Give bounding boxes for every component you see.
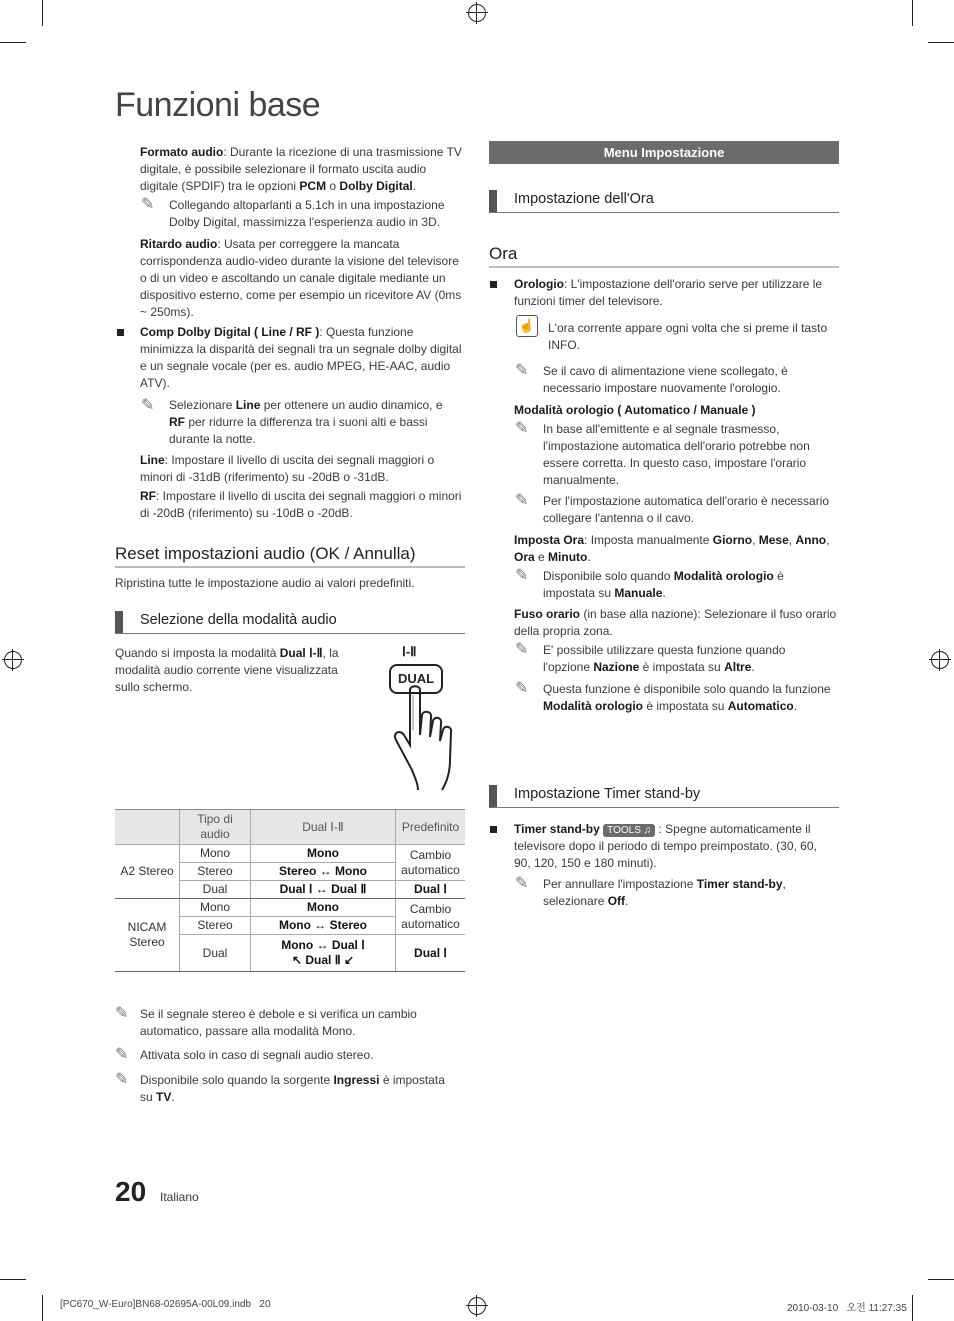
registration-mark-icon (4, 651, 22, 669)
note-line-rf (169, 397, 459, 448)
crop-mark (42, 0, 43, 26)
bullet-square (490, 281, 497, 288)
tv-label: TV (156, 1090, 172, 1104)
table-cell: Mono (251, 899, 396, 917)
footnote-3 (140, 1072, 460, 1106)
note-text: è impostata su (543, 569, 784, 600)
imposta-text: : Imposta manualmente (584, 533, 713, 547)
timer-heading: Impostazione Timer stand-by (514, 786, 701, 802)
fn-text: è impostata su (140, 1073, 445, 1104)
period: . (412, 179, 417, 193)
section-bar (489, 190, 497, 212)
crop-mark (42, 1295, 43, 1321)
note-text: è impostata su (639, 660, 725, 674)
timer-note (543, 876, 833, 910)
timer-paragraph (514, 821, 834, 872)
sep: e (534, 550, 549, 564)
crop-mark (0, 42, 26, 43)
pencil-note-icon: ✎ (115, 1071, 129, 1088)
fuso-label: Fuso orario (514, 607, 581, 621)
footer-file: [PC670_W-Euro]BN68-02695A-00L09.indb 20 (60, 1299, 271, 1310)
sep: , (788, 533, 796, 547)
info-note: L'ora corrente appare ogni volta che si preme il tasto INFO. (548, 321, 828, 352)
imposta-ora-paragraph (514, 532, 839, 566)
registration-mark-icon (931, 651, 949, 669)
registration-mark-icon (468, 4, 486, 22)
orologio-paragraph (514, 276, 834, 310)
pencil-note-icon: ✎ (515, 875, 529, 892)
note-text: per ottenere un audio dinamico, e (260, 398, 443, 412)
rf-paragraph (140, 488, 466, 522)
reset-text: Ripristina tutte le impostazione audio ai valori predefiniti. (115, 576, 415, 590)
fuso-text: (in base alla nazione): Selezionare il fuso orario della propria zona. (514, 607, 837, 638)
bullet-square (117, 329, 124, 336)
table-cell: Mono (180, 845, 251, 863)
dual-button: DUAL (389, 664, 443, 694)
modalita-label: Modalità orologio ( Automatico / Manuale ) (514, 403, 756, 417)
note-text: Selezionare (169, 398, 236, 412)
imposta-label: Imposta Ora (514, 533, 585, 547)
period: . (662, 586, 666, 600)
ritardo-label: Ritardo audio (140, 237, 218, 251)
tools-label: TOOLS (607, 825, 641, 836)
orologio-text: : L'impostazione dell'orario serve per utilizzare le funzioni timer del televisore. (514, 277, 823, 308)
fuso-note-1 (543, 642, 833, 676)
fn-text: Disponibile solo quando la sorgente (140, 1073, 334, 1087)
bullet-square (490, 826, 497, 833)
rf-label: RF (140, 489, 156, 503)
table-cell: Dual Ⅰ ↔ Dual Ⅱ (251, 881, 396, 899)
comp-text: : Questa funzione minimizza la disparità dei segnali tra un segnale dolby digital e un segnale vocale (per es. audio MPEG, HE-AAC, audio ATV). (140, 325, 462, 390)
nazione: Nazione (593, 660, 640, 674)
ritardo-audio-paragraph (140, 236, 466, 321)
ora: Ora (514, 550, 535, 564)
note-text: è impostata su (643, 699, 728, 713)
table-cell (251, 935, 396, 972)
formato-text: : Durante la ricezione di una trasmissione TV digitale, è possibile selezionare il formato uscita audio digitale (SPDIF) tra le opzioni (140, 145, 462, 193)
table-cell: Mono (180, 899, 251, 917)
table-cell: Stereo (180, 917, 251, 935)
crop-mark (912, 1295, 913, 1321)
table-cell: A2 Stereo (115, 845, 180, 899)
line-label: Line (140, 453, 165, 467)
sel-text: , la modalità audio corrente viene visualizzata sullo schermo. (115, 646, 339, 694)
pencil-note-icon: ✎ (115, 1005, 129, 1022)
table-cell: Dual Ⅰ (396, 881, 466, 899)
period: . (587, 550, 591, 564)
pencil-note-icon: ✎ (141, 196, 155, 213)
automatico: Automatico (727, 699, 794, 713)
sel-text: Quando si imposta la modalità (115, 646, 280, 660)
registration-mark-icon (468, 1297, 486, 1315)
pencil-note-icon: ✎ (115, 1046, 129, 1063)
cell-line: ↖ Dual Ⅱ ↙ (291, 953, 355, 967)
dual-label: Dual Ⅰ-Ⅱ (279, 646, 323, 660)
mese: Mese (758, 533, 789, 547)
anno: Anno (795, 533, 827, 547)
sep: , (752, 533, 759, 547)
section-rule (489, 807, 839, 808)
crop-mark (912, 0, 913, 26)
modalita-orologio: Modalità orologio (543, 699, 643, 713)
table-cell: Dual Ⅰ (396, 935, 466, 972)
page-number: 20 (115, 1176, 147, 1207)
selezione-heading: Selezione della modalità audio (140, 612, 337, 628)
period: . (793, 699, 798, 713)
line-option: Line (235, 398, 261, 412)
pencil-note-icon: ✎ (515, 680, 529, 697)
fuso-paragraph (514, 606, 839, 640)
ritardo-text: : Usata per correggere la mancata corrispondenza audio-video durante la visione del televisore o di un video e ascoltando un canale digitale mediante un dispositivo esterno, come per esempio un ricevitore AV (0ms ~ 250ms). (140, 237, 462, 319)
note-text: Disponibile solo quando (543, 569, 674, 583)
pencil-note-icon: ✎ (515, 362, 529, 379)
reset-heading: Reset impostazioni audio (OK / Annulla) (115, 544, 416, 563)
menu-bar: Menu Impostazione (489, 141, 839, 164)
disp-note (543, 568, 833, 602)
table-cell: Stereo ↔ Mono (251, 863, 396, 881)
pencil-note-icon: ✎ (141, 397, 155, 414)
pencil-note-icon: ✎ (515, 492, 529, 509)
timer-text: : Spegne automaticamente il televisore dopo il periodo di tempo preimpostato. (30, 60, 90, 120, 150 e 180 minuti). (514, 822, 817, 870)
modalita-orologio: Modalità orologio (673, 569, 774, 583)
table-cell: Cambio automatico (396, 845, 466, 881)
giorno: Giorno (712, 533, 753, 547)
footnote-2: Attivata solo in caso di segnali audio stereo. (140, 1048, 374, 1062)
connector: o (326, 179, 340, 193)
page-language: Italiano (160, 1190, 199, 1204)
table-cell: Dual (180, 935, 251, 972)
note-text: per ridurre la differenza tra i suoni alti e bassi durante la notte. (169, 415, 428, 446)
table-header: Predefinito (396, 810, 466, 845)
formato-label: Formato audio (140, 145, 224, 159)
line-paragraph (140, 452, 466, 486)
heading-rule (115, 566, 465, 568)
table-cell: NICAM Stereo (115, 899, 180, 972)
note-dolby: Collegando altoparlanti a 5.1ch in una impostazione Dolby Digital, massimizza l'esperienza audio in 3D. (169, 198, 445, 229)
crop-mark (0, 1279, 26, 1280)
remote-label: Ⅰ-Ⅱ (402, 644, 417, 659)
pencil-note-icon: ✎ (515, 420, 529, 437)
period: . (171, 1090, 175, 1104)
audio-mode-table (115, 809, 465, 972)
comp-dolby-paragraph (140, 324, 466, 392)
section-rule (115, 633, 465, 634)
table-header (115, 810, 180, 845)
remote-hand-icon (380, 640, 470, 792)
note-text: Questa funzione è disponibile solo quando la funzione (543, 682, 831, 696)
tools-button-icon: TOOLS ♫ (603, 824, 655, 837)
selezione-text (115, 645, 360, 696)
timer-standby: Timer stand-by (696, 877, 783, 891)
mod-note-2: Per l'impostazione automatica dell'orario è necessario collegare l'antenna o il cavo. (543, 494, 830, 525)
sep: , (826, 533, 830, 547)
comp-label: Comp Dolby Digital ( Line / RF ) (140, 325, 320, 339)
crop-mark (928, 42, 954, 43)
period: . (751, 660, 755, 674)
hand-note-icon: ☝ (516, 315, 538, 337)
table-cell: Cambio automatico (396, 899, 466, 935)
cavo-note: Se il cavo di alimentazione viene scollegato, è necessario impostare nuovamente l'orologio. (543, 364, 788, 395)
note-text: E' possibile utilizzare questa funzione quando l'opzione (543, 643, 786, 674)
altre: Altre (724, 660, 752, 674)
off-option: Off (607, 894, 626, 908)
minuto: Minuto (548, 550, 588, 564)
timer-label: Timer stand-by (514, 822, 600, 836)
table-cell: Mono ↔ Stereo (251, 917, 396, 935)
ora-heading: Ora (489, 244, 518, 263)
period: . (625, 894, 629, 908)
line-text: : Impostare il livello di uscita dei segnali maggiori o minori di -31dB (riferimento) su -20dB o -31dB. (140, 453, 435, 484)
manuale: Manuale (614, 586, 663, 600)
crop-mark (928, 1279, 954, 1280)
table-header: Tipo di audio (180, 810, 251, 845)
table-cell: Mono (251, 845, 396, 863)
note-text: , selezionare (543, 877, 786, 908)
pencil-note-icon: ✎ (515, 641, 529, 658)
section-bar (115, 611, 123, 633)
mod-note-1: In base all'emittente e al segnale trasmesso, l'impostazione automatica dell'orario potrebbe non essere corretta. In questo caso, impostare l'orario manualmente. (543, 422, 810, 487)
footnote-1: Se il segnale stereo è debole e si verifica un cambio automatico, passare alla modalità Mono. (140, 1007, 417, 1038)
pcm-label: PCM (299, 179, 327, 193)
hand-icon (380, 685, 470, 793)
footer-date: 2010-03-10 오전 11:27:35 (787, 1303, 907, 1314)
section-rule (489, 212, 839, 213)
table-cell: Dual (180, 881, 251, 899)
ingressi-label: Ingressi (333, 1073, 380, 1087)
pencil-note-icon: ✎ (515, 567, 529, 584)
section-bar (489, 785, 497, 807)
rf-option: RF (169, 415, 185, 429)
orologio-label: Orologio (514, 277, 564, 291)
table-header: Dual Ⅰ-Ⅱ (251, 810, 396, 845)
fuso-note-2 (543, 681, 833, 715)
ora-section-heading: Impostazione dell'Ora (514, 191, 654, 207)
rf-text: : Impostare il livello di uscita dei segnali maggiori o minori di -20dB (riferimento) su -10dB o -20dB. (140, 489, 462, 520)
cell-line: Mono ↔ Dual Ⅰ (281, 938, 365, 952)
page-title: Funzioni base (115, 86, 321, 124)
formato-audio-paragraph (140, 144, 466, 195)
dolby-label: Dolby Digital (339, 179, 413, 193)
table-cell: Stereo (180, 863, 251, 881)
heading-rule (489, 266, 839, 268)
note-text: Per annullare l'impostazione (543, 877, 697, 891)
